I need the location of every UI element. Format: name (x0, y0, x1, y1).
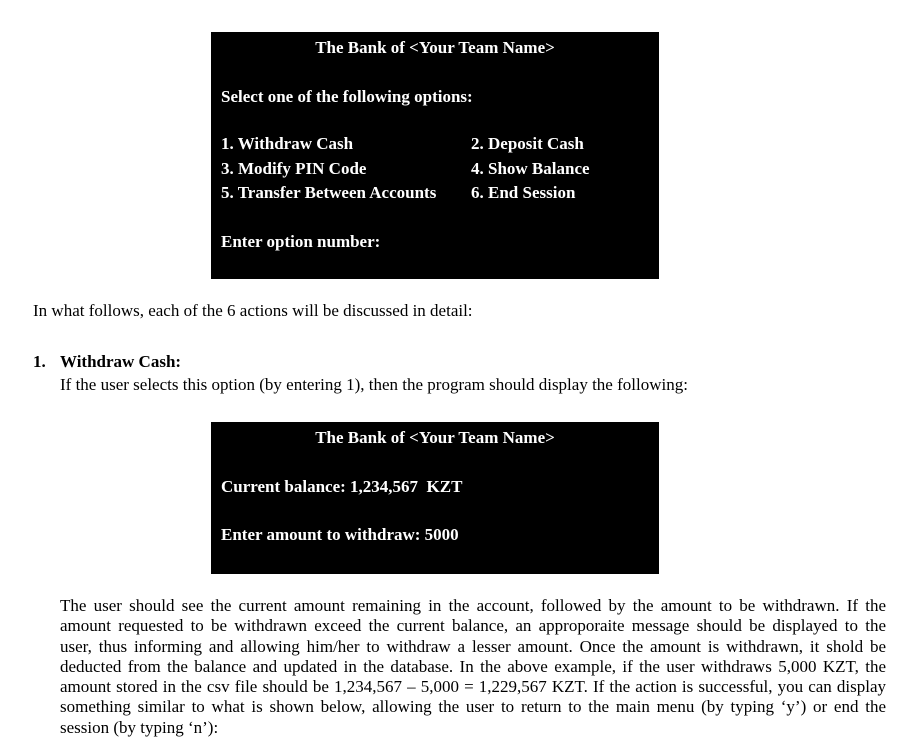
section-description: If the user selects this option (by entering 1), then the program should display the following: (60, 375, 688, 394)
menu-option-transfer: 5. Transfer Between Accounts (221, 183, 437, 202)
menu-title: The Bank of <Your Team Name> (315, 38, 555, 57)
menu-input-prompt: Enter option number: (221, 232, 381, 251)
withdraw-amount-line: Enter amount to withdraw: 5000 (221, 525, 459, 544)
paragraph-line: something similar to what is shown below, allowing the user to return to the main menu (by typing ‘y’) or end the (60, 697, 886, 717)
menu-option-withdraw: 1. Withdraw Cash (221, 134, 354, 153)
menu-option-modify-pin: 3. Modify PIN Code (221, 159, 367, 178)
section-heading (33, 352, 181, 372)
withdraw-terminal (211, 422, 659, 574)
body-paragraph (60, 596, 886, 738)
paragraph-line: session (by typing ‘n’): (60, 717, 219, 737)
main-menu-terminal (211, 32, 659, 279)
menu-option-end-session: 6. End Session (471, 183, 576, 202)
section-title: Withdraw Cash: (60, 352, 182, 371)
menu-option-deposit: 2. Deposit Cash (471, 134, 584, 153)
paragraph-line: amount requested to be withdrawn exceed the current balance, an approporaite message should be displayed to the (60, 616, 886, 636)
withdraw-title: The Bank of <Your Team Name> (315, 428, 555, 447)
paragraph-line: user, thus informing and allowing him/her to withdraw a lesser amount. Once the amount is withdrawn, it shold be (60, 636, 886, 656)
paragraph-line: The user should see the current amount remaining in the account, followed by the amount to be withdrawn. If the (60, 596, 886, 615)
section-number: 1. (33, 352, 46, 371)
menu-prompt: Select one of the following options: (221, 87, 473, 106)
paragraph-line: deducted from the balance and updated in the database. In the above example, if the user withdraws 5,000 KZT, the (60, 656, 886, 676)
intro-text: In what follows, each of the 6 actions will be discussed in detail: (33, 301, 473, 320)
current-balance-line: Current balance: 1,234,567 KZT (221, 477, 463, 496)
paragraph-line: amount stored in the csv file should be 1,234,567 – 5,000 = 1,229,567 KZT. If the action is successful, you can display (60, 677, 886, 697)
menu-option-show-balance: 4. Show Balance (471, 159, 590, 178)
